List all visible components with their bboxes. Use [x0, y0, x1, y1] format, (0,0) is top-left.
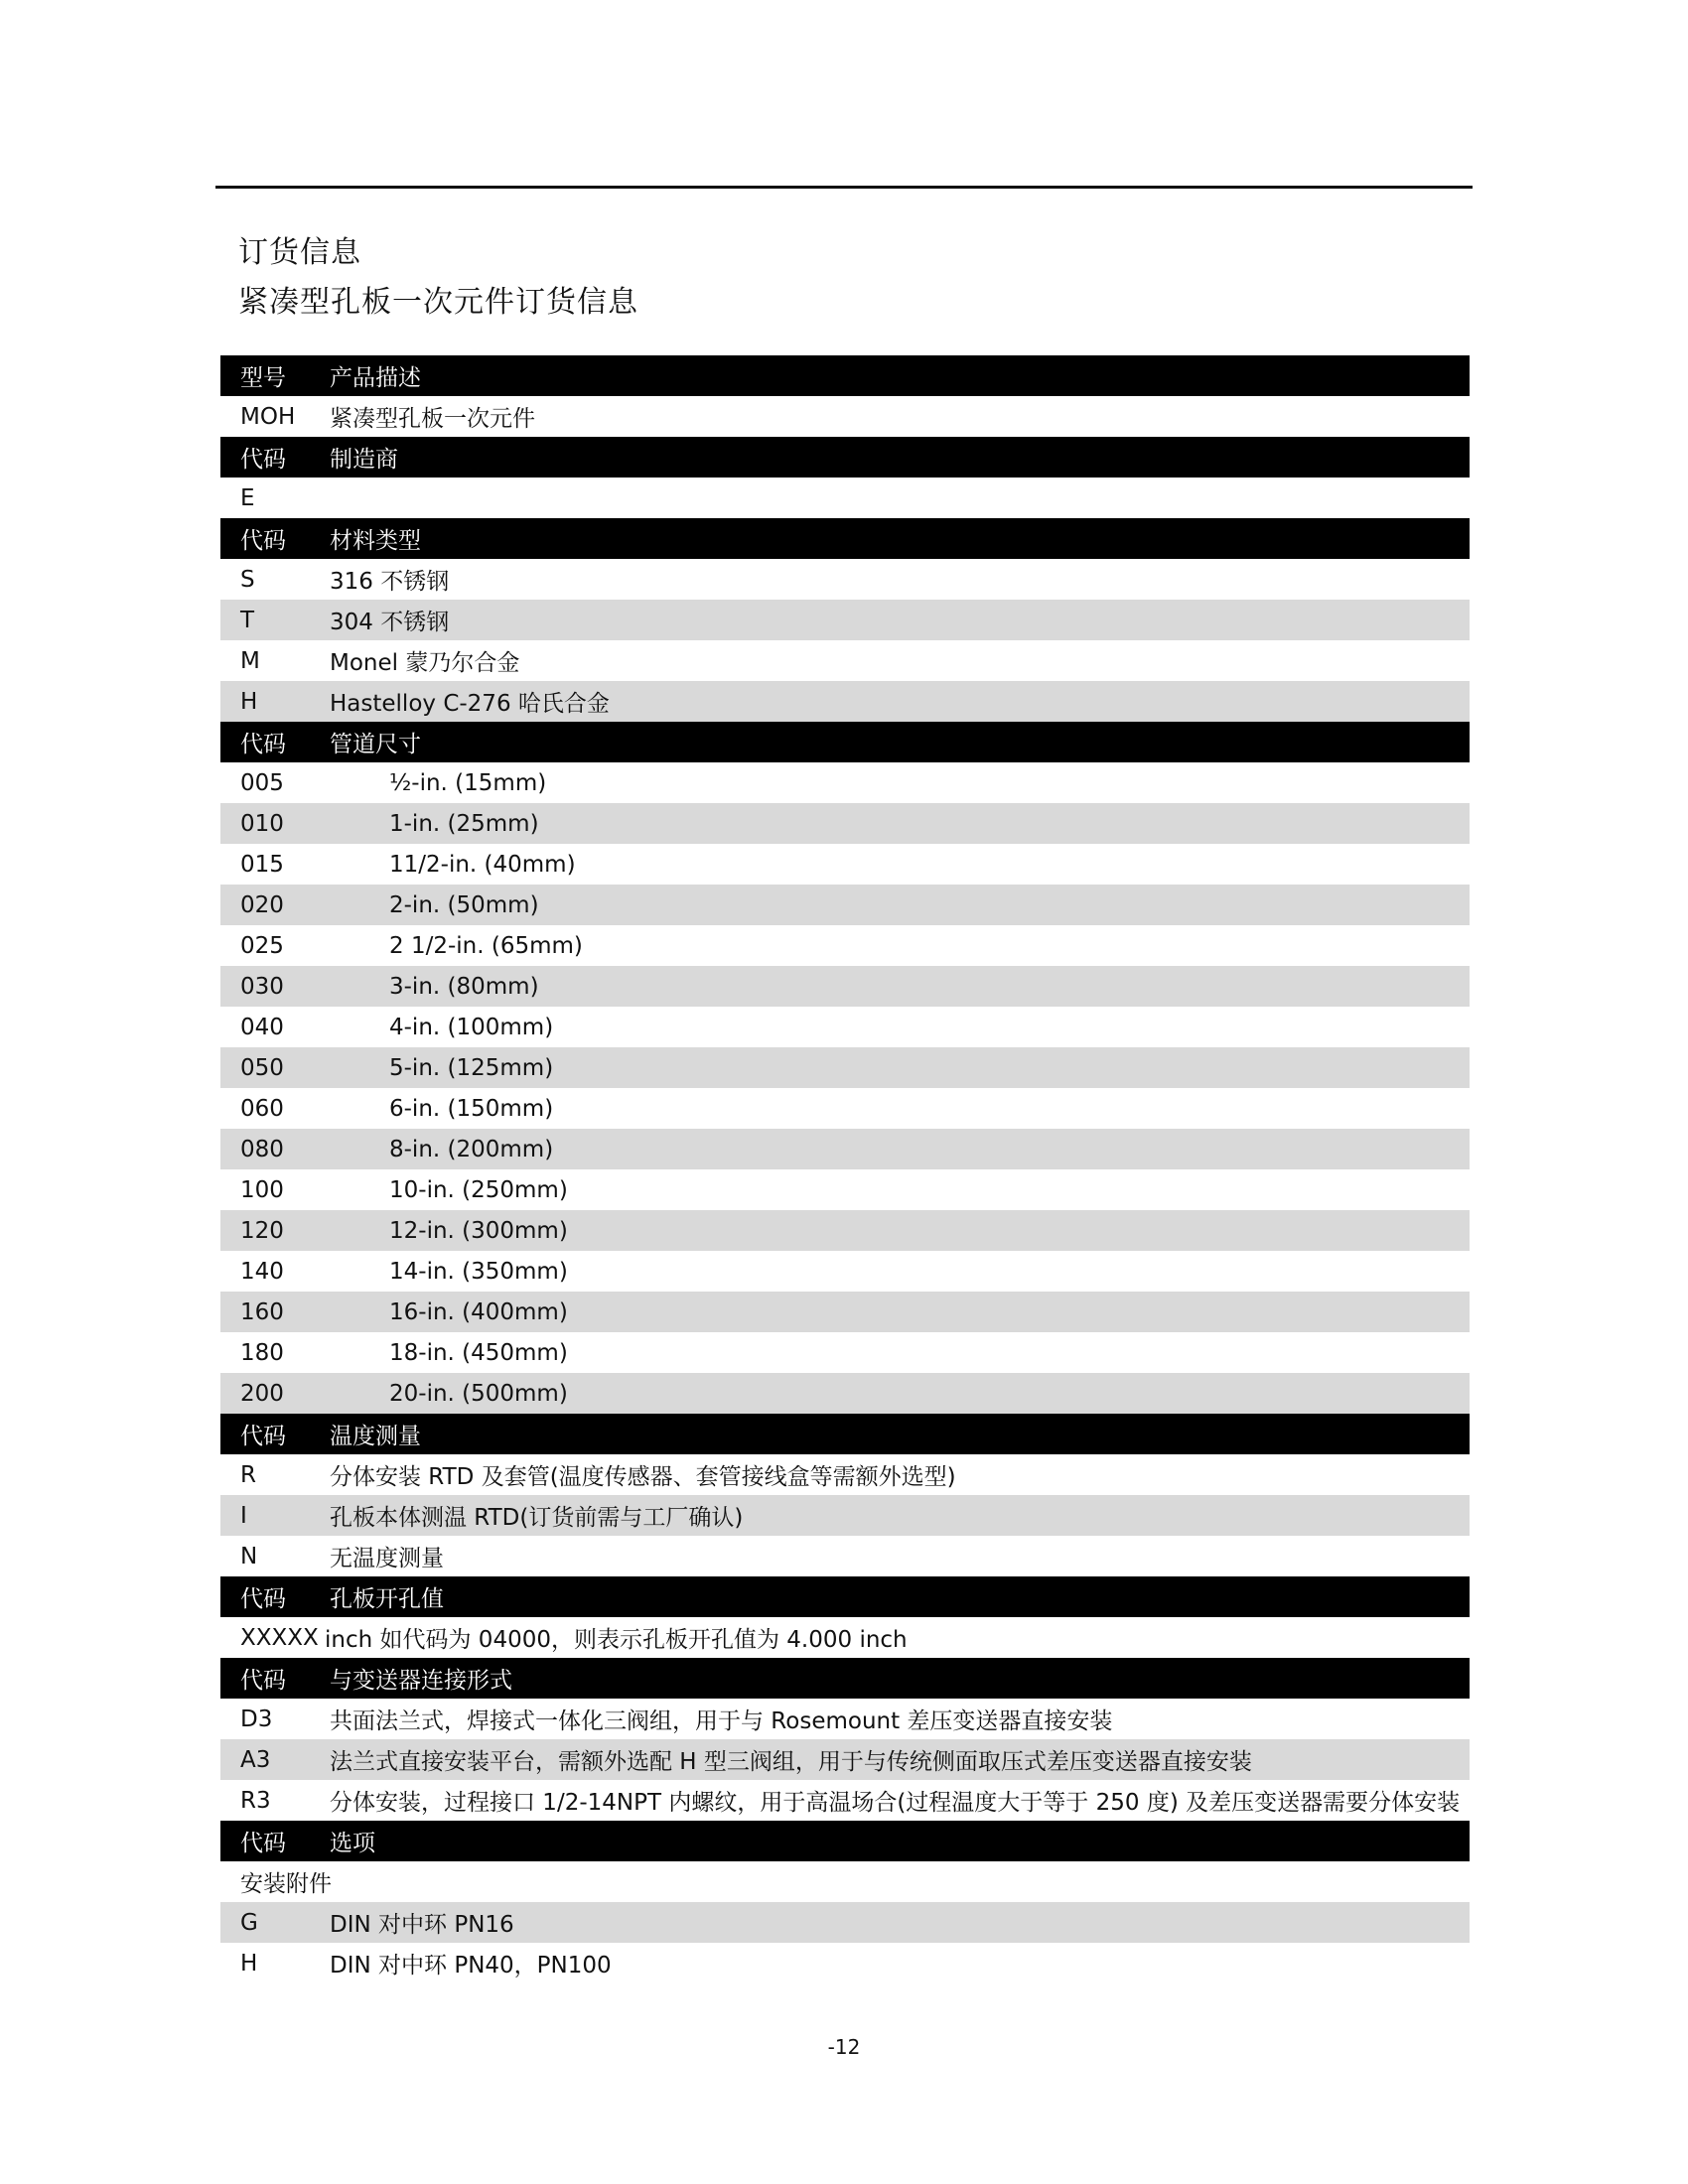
row-code: 020: [240, 891, 284, 918]
header-code-label: 代码: [240, 447, 286, 473]
table-row: [220, 925, 1470, 966]
row-code: H: [240, 1950, 258, 1977]
row-code: 025: [240, 932, 284, 959]
table-row: [220, 1210, 1470, 1251]
table-row: [220, 1943, 1470, 1983]
row-description: 4-in. (100mm): [389, 1014, 554, 1040]
row-code: 030: [240, 973, 284, 1000]
row-description: 2 1/2-in. (65mm): [389, 932, 583, 959]
row-code: 080: [240, 1136, 284, 1162]
section-header: [220, 1414, 1470, 1454]
row-code: R3: [240, 1787, 271, 1814]
table-row: [220, 1617, 1470, 1658]
page-title: 订货信息: [238, 235, 361, 270]
section-header: [220, 1658, 1470, 1699]
row-code: G: [240, 1909, 258, 1936]
row-description: 20-in. (500mm): [389, 1380, 568, 1407]
row-code: 200: [240, 1380, 284, 1407]
table-row: [220, 559, 1470, 600]
header-desc-label: 材料类型: [330, 528, 421, 554]
table-row: [220, 1292, 1470, 1332]
title-block: [238, 228, 638, 328]
table-row: [220, 681, 1470, 722]
row-description: 法兰式直接安装平台，需额外选配 H 型三阀组，用于与传统侧面取压式差压变送器直接安装: [330, 1749, 1252, 1775]
header-desc-label: 管道尺寸: [330, 732, 421, 757]
page-subtitle: 紧凑型孔板一次元件订货信息: [238, 285, 638, 320]
row-description: 11/2-in. (40mm): [389, 851, 576, 878]
table-row: [220, 1495, 1470, 1536]
row-code: 060: [240, 1095, 284, 1122]
row-description: ½-in. (15mm): [389, 769, 547, 796]
row-code: MOH: [240, 403, 296, 430]
table-row: [220, 1007, 1470, 1047]
row-description: 18-in. (450mm): [389, 1339, 568, 1366]
table-row: [220, 1780, 1470, 1821]
table-row: [220, 396, 1470, 437]
table-row: [220, 1088, 1470, 1129]
row-code: 安装附件: [240, 1871, 332, 1897]
table-row: [220, 762, 1470, 803]
section-header: [220, 1821, 1470, 1861]
row-code: D3: [240, 1706, 273, 1732]
header-desc-label: 孔板开孔值: [330, 1586, 444, 1612]
row-description: 316 不锈钢: [330, 569, 450, 595]
header-code-label: 代码: [240, 732, 286, 757]
header-code-label: 代码: [240, 1586, 286, 1612]
page-number: -12: [827, 2035, 861, 2059]
row-code: 140: [240, 1258, 284, 1285]
row-code: N: [240, 1543, 258, 1570]
row-code: 050: [240, 1054, 284, 1081]
table-row: [220, 1454, 1470, 1495]
row-code: 040: [240, 1014, 284, 1040]
row-description: 10-in. (250mm): [389, 1176, 568, 1203]
header-code-label: 代码: [240, 1424, 286, 1449]
row-description: DIN 对中环 PN40，PN100: [330, 1953, 612, 1979]
header-code-label: 型号: [240, 365, 286, 391]
header-code-label: 代码: [240, 1668, 286, 1694]
section-header: [220, 722, 1470, 762]
table-row: [220, 844, 1470, 885]
row-description: 3-in. (80mm): [389, 973, 539, 1000]
header-desc-label: 温度测量: [330, 1424, 421, 1449]
row-code: R: [240, 1461, 256, 1488]
row-description: Monel 蒙乃尔合金: [330, 650, 520, 676]
row-code: 160: [240, 1298, 284, 1325]
table-row: [220, 1129, 1470, 1169]
row-code: 120: [240, 1217, 284, 1244]
row-code: XXXXX: [240, 1624, 319, 1651]
row-description: 16-in. (400mm): [389, 1298, 568, 1325]
top-rule: [215, 186, 1473, 189]
table-row: [220, 1169, 1470, 1210]
row-code: 005: [240, 769, 284, 796]
row-code: 180: [240, 1339, 284, 1366]
row-code: 010: [240, 810, 284, 837]
row-code: 015: [240, 851, 284, 878]
row-description: 孔板本体测温 RTD(订货前需与工厂确认): [330, 1505, 744, 1531]
row-description: 8-in. (200mm): [389, 1136, 554, 1162]
row-code: T: [240, 607, 255, 633]
ordering-spec-table: [220, 355, 1470, 1983]
row-description: 紧凑型孔板一次元件: [330, 406, 535, 432]
table-row: [220, 1047, 1470, 1088]
table-row: [220, 1861, 1470, 1902]
row-description: 12-in. (300mm): [389, 1217, 568, 1244]
table-row: [220, 600, 1470, 640]
row-description: Hastelloy C-276 哈氏合金: [330, 691, 610, 717]
section-header: [220, 1576, 1470, 1617]
table-row: [220, 803, 1470, 844]
row-description: 5-in. (125mm): [389, 1054, 554, 1081]
row-description: 无温度测量: [330, 1546, 444, 1571]
table-row: [220, 966, 1470, 1007]
header-desc-label: 与变送器连接形式: [330, 1668, 512, 1694]
row-description: 分体安装 RTD 及套管(温度传感器、套管接线盒等需额外选型): [330, 1464, 956, 1490]
section-header: [220, 355, 1470, 396]
table-row: [220, 885, 1470, 925]
header-desc-label: 产品描述: [330, 365, 421, 391]
table-row: [220, 1332, 1470, 1373]
row-description: 2-in. (50mm): [389, 891, 539, 918]
table-row: [220, 1536, 1470, 1576]
row-description: 1-in. (25mm): [389, 810, 539, 837]
table-row: [220, 1902, 1470, 1943]
row-code: E: [240, 484, 255, 511]
section-header: [220, 437, 1470, 478]
row-description: DIN 对中环 PN16: [330, 1912, 514, 1938]
header-desc-label: 制造商: [330, 447, 398, 473]
table-row: [220, 1373, 1470, 1414]
row-description: inch 如代码为 04000，则表示孔板开孔值为 4.000 inch: [325, 1627, 908, 1653]
section-header: [220, 518, 1470, 559]
row-code: M: [240, 647, 260, 674]
table-row: [220, 1739, 1470, 1780]
row-code: A3: [240, 1746, 271, 1773]
row-description: 304 不锈钢: [330, 610, 450, 635]
row-description: 共面法兰式，焊接式一体化三阀组，用于与 Rosemount 差压变送器直接安装: [330, 1708, 1113, 1734]
header-code-label: 代码: [240, 1831, 286, 1856]
header-code-label: 代码: [240, 528, 286, 554]
row-code: H: [240, 688, 258, 715]
table-row: [220, 1699, 1470, 1739]
row-description: 分体安装，过程接口 1/2-14NPT 内螺纹，用于高温场合(过程温度大于等于 250 度) 及差压变送器需要分体安装: [330, 1790, 1461, 1816]
row-code: 100: [240, 1176, 284, 1203]
header-desc-label: 选项: [330, 1831, 375, 1856]
row-code: I: [240, 1502, 247, 1529]
row-code: S: [240, 566, 255, 593]
table-row: [220, 1251, 1470, 1292]
table-row: [220, 640, 1470, 681]
row-description: 14-in. (350mm): [389, 1258, 568, 1285]
table-row: [220, 478, 1470, 518]
row-description: 6-in. (150mm): [389, 1095, 554, 1122]
